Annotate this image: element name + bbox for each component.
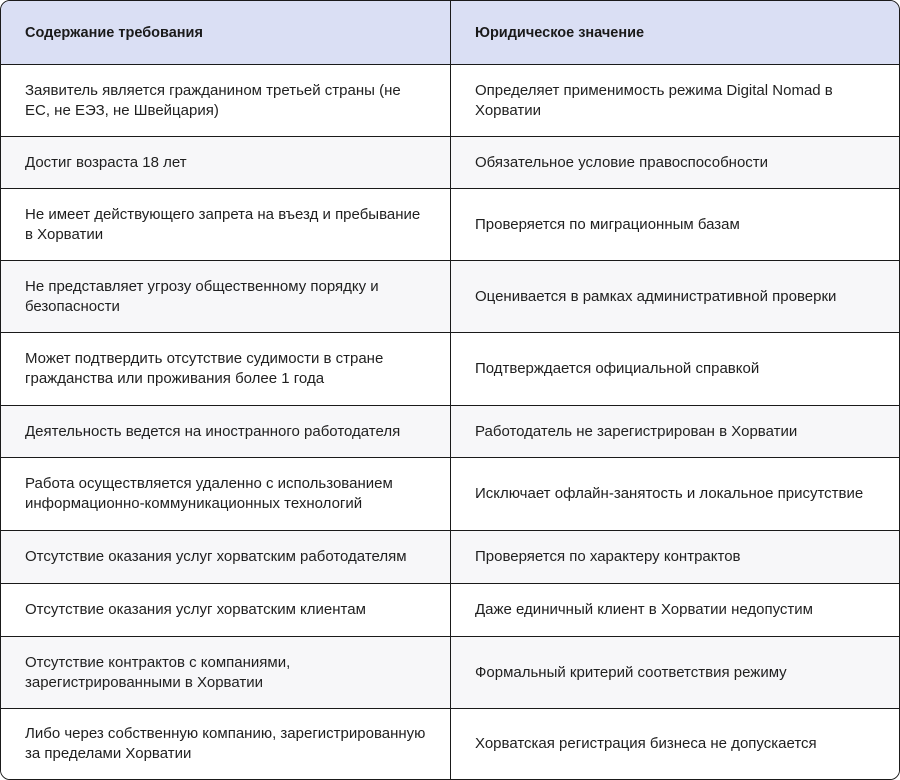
legal-meaning-cell: Хорватская регистрация бизнеса не допускается [475,735,817,752]
table-row [1,405,899,457]
legal-meaning-cell: Даже единичный клиент в Хорватии недопустим [475,601,813,618]
table-row [1,530,899,583]
requirement-cell: Заявитель является гражданином третьей страны (не ЕС, не ЕЭЗ, не Швейцария) [1,65,451,136]
table-row [1,188,899,260]
requirement-cell: Не представляет угрозу общественному порядку и безопасности [1,261,451,332]
legal-meaning-cell: Подтверждается официальной справкой [475,360,760,377]
table-row [1,64,899,136]
requirement-cell: Работа осуществляется удаленно с использованием информационно-коммуникационных технологий [1,458,451,530]
requirement-cell: Отсутствие контрактов с компаниями, зарегистрированными в Хорватии [1,637,451,708]
requirement-cell: Достиг возраста 18 лет [1,137,451,188]
requirement-cell: Может подтвердить отсутствие судимости в стране гражданства или проживания более 1 года [1,333,451,405]
table-header-row [1,1,899,64]
header-legal-meaning: Юридическое значение [475,24,645,41]
table-row [1,708,899,779]
requirement-cell: Отсутствие оказания услуг хорватским работодателям [1,531,451,583]
legal-meaning-cell: Проверяется по характеру контрактов [475,548,741,565]
table-row [1,583,899,636]
legal-meaning-cell: Оценивается в рамках административной проверки [475,287,837,305]
table-row [1,636,899,708]
header-requirement: Содержание требования [1,1,451,64]
requirement-cell: Деятельность ведется на иностранного работодателя [1,406,451,457]
legal-meaning-cell: Исключает офлайн-занятость и локальное присутствие [475,485,864,502]
legal-meaning-cell: Обязательное условие правоспособности [475,153,769,171]
legal-meaning-cell: Работодатель не зарегистрирован в Хорватии [475,422,798,440]
requirement-cell: Отсутствие оказания услуг хорватским клиентам [1,584,451,636]
requirement-cell: Либо через собственную компанию, зарегистрированную за пределами Хорватии [1,709,451,779]
table-row [1,457,899,530]
requirement-cell: Не имеет действующего запрета на въезд и пребывание в Хорватии [1,189,451,260]
table-row [1,260,899,332]
legal-meaning-cell: Формальный критерий соответствия режиму [475,663,787,681]
table-row [1,332,899,405]
legal-meaning-cell: Определяет применимость режима Digital Nomad в Хорватии [475,81,833,119]
legal-meaning-cell: Проверяется по миграционным базам [475,215,740,233]
table-row [1,136,899,188]
